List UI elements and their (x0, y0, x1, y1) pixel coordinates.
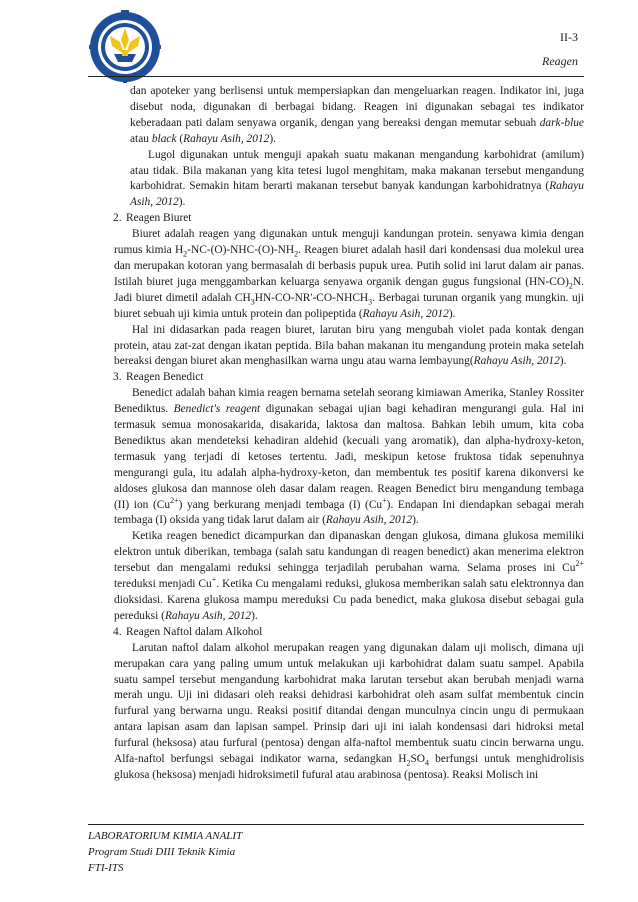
heading-naftol: 4. Reagen Naftol dalam Alkohol (113, 625, 263, 638)
paragraph-biuret-definition: Biuret adalah reagen yang digunakan untuk menguji kandungan protein. senyawa kimia dengan rumus kimia $H_2-NC-(O)-NHC-(O)-NH_2$. Reagen biuret adalah hasil dari kondensasi dua molekul urea dan merupakan kotoran yang bermasalah di berbasis pupuk urea. Putih solid ini larut dalam air panas. Istilah biuret juga menggambarkan keluarga senyawa organik dengan gugus fungsional $(HN-CO)_2N$. Jadi biuret dimetil adalah $CH_3HN-CO-NR'-CO-NHCH_3$. Berbagai turunan organik yang mungkin. uji biuret sebuah uji kimia untuk protein dan polipeptida (Rahayu Asih, 2012). (114, 228, 584, 320)
its-emblem-icon (88, 10, 162, 84)
section-title: Reagen (542, 54, 578, 68)
footer-institution: FTI-ITS (88, 862, 124, 874)
heading-benedict: 3. Reagen Benedict (113, 371, 204, 384)
paragraph-benedict-reaction: Ketika reagen benedict dicampurkan dan dipanaskan dengan glukosa, dimana glukosa memiliki elektron untuk diberikan, tembaga (salah satu kandungan di reagen benedict) akan menerima elektron tersebut dan mengalami reduksi sehingga terjadilah perubahan warna. Selama proses ini $Cu^{2+}$ tereduksi menjadi Cu+. Ketika Cu mengalami reduksi, glukosa memberikan salah satu elektronnya dan dioksidasi. Karena glukosa mampu mereduksi Cu pada benedict, maka glukosa disebut sebagai gula pereduksi (Rahayu Asih, 2012). (114, 530, 585, 622)
paragraph-benedict-definition: Benedict adalah bahan kimia reagen bernama setelah seorang kimiawan Amerika, Stanley Rossiter Benediktus. Benedict's reagent digunakan sebagai ujian bagi kehadiran mengurangi gula. Hal ini termasuk semua monosakarida, disakarida, laktosa dan maltosa. Bahkan lebih umum, kita coba Benediktus akan mendeteksi kehadiran aldehid (kecuali yang aromatik), dan alpha-hydroxy-keton, termasuk yang terjadi di ketoses tertentu. Jadi, meskipun ketose fruktosa tidak sepenuhnya mengurangi gula, itu adalah alpha-hydroxy-keton, dan membentuk tes positif karena dikonversi ke aldoses glukosa dan mannose oleh dasar dalam reagen. Reagen Benedict biru mengandung tembaga (II) ion $(Cu^{2+})$ yang berkurang menjadi tembaga (I) (Cu+). Endapan Ini diendapkan sebagai merah tembaga (I) oksida yang tidak larut dalam air (Rahayu Asih, 2012). (114, 387, 585, 527)
footer-divider (88, 824, 584, 825)
paragraph-lugol-intro: dan apoteker yang berlisensi untuk mempersiapkan dan mengeluarkan reagen. Indikator ini, juga disebut noda, digunakan di berbagai bidang. Reagen ini digunakan sebagai tes indikator keberadaan pati dalam senyawa organik, dengan yang bereaksi dengan memutar sebuah dark-blue atau black (Rahayu Asih, 2012). (130, 85, 584, 145)
footer (88, 828, 242, 876)
footer-lab-name: LABORATORIUM KIMIA ANALIT (88, 830, 243, 842)
paragraph-naftol-molisch: Larutan naftol dalam alkohol merupakan reagen yang digunakan dalam uji molisch, dimana uji merupakan cara yang paling umum untuk melakukan uji karbohidrat dalam suatu sampel. Apabila suatu sampel tersebut mengandung karbohidrat maka larutan tersebut akan berubah menjadi warna merah ungu. Uji ini didasari oleh reaksi dehidrasi karbohidrat oleh asam sulfat membentuk cincin furfural yang berwarna ungu. Reaksi positif ditandai dengan munculnya cincin ungu di permukaan antara lapisan asam dan lapisan sampel. Prinsip dari uji ini ialah kondensasi dari hidroksi metal furfural (heksosa) atau furfural (pentosa) dengan alfa-naftol membentuk suatu cincin berwarna ungu. Alfa-naftol berfungsi sebagai indikator warna, sedangkan $H_2SO_4$ berfungsi untuk menghidrolisis glukosa (heksosa) menjadi hidroksimetil fufural atau arabinosa (pentosa). Reaksi Molisch ini (114, 641, 584, 781)
heading-biuret: 2. Reagen Biuret (113, 212, 192, 225)
paragraph-lugol-usage: Lugol digunakan untuk menguji apakah suatu makanan mengandung karbohidrat (amilum) atau tidak. Bila makanan yang kita tetesi lugol menghitam, maka makanan tersebut mengandung karbohidrat. Semakin hitam berarti makanan tersebut banyak kandungan karbohidratnya (Rahayu Asih, 2012). (130, 148, 584, 209)
document-body (88, 84, 584, 784)
header-divider (88, 76, 584, 77)
paragraph-biuret-reaction: Hal ini didasarkan pada reagen biuret, larutan biru yang mengubah violet pada kontak dengan protein, atau zat-zat dengan ikatan peptida. Bila bahan makanan itu mengandung protein maka setelah bereaksi dengan biuret akan menghasilkan warna ungu atau warna lembayung(Rahayu Asih, 2012). (114, 323, 584, 368)
footer-program: Program Studi DIII Teknik Kimia (88, 846, 236, 858)
page-number: II-3 (560, 30, 578, 44)
